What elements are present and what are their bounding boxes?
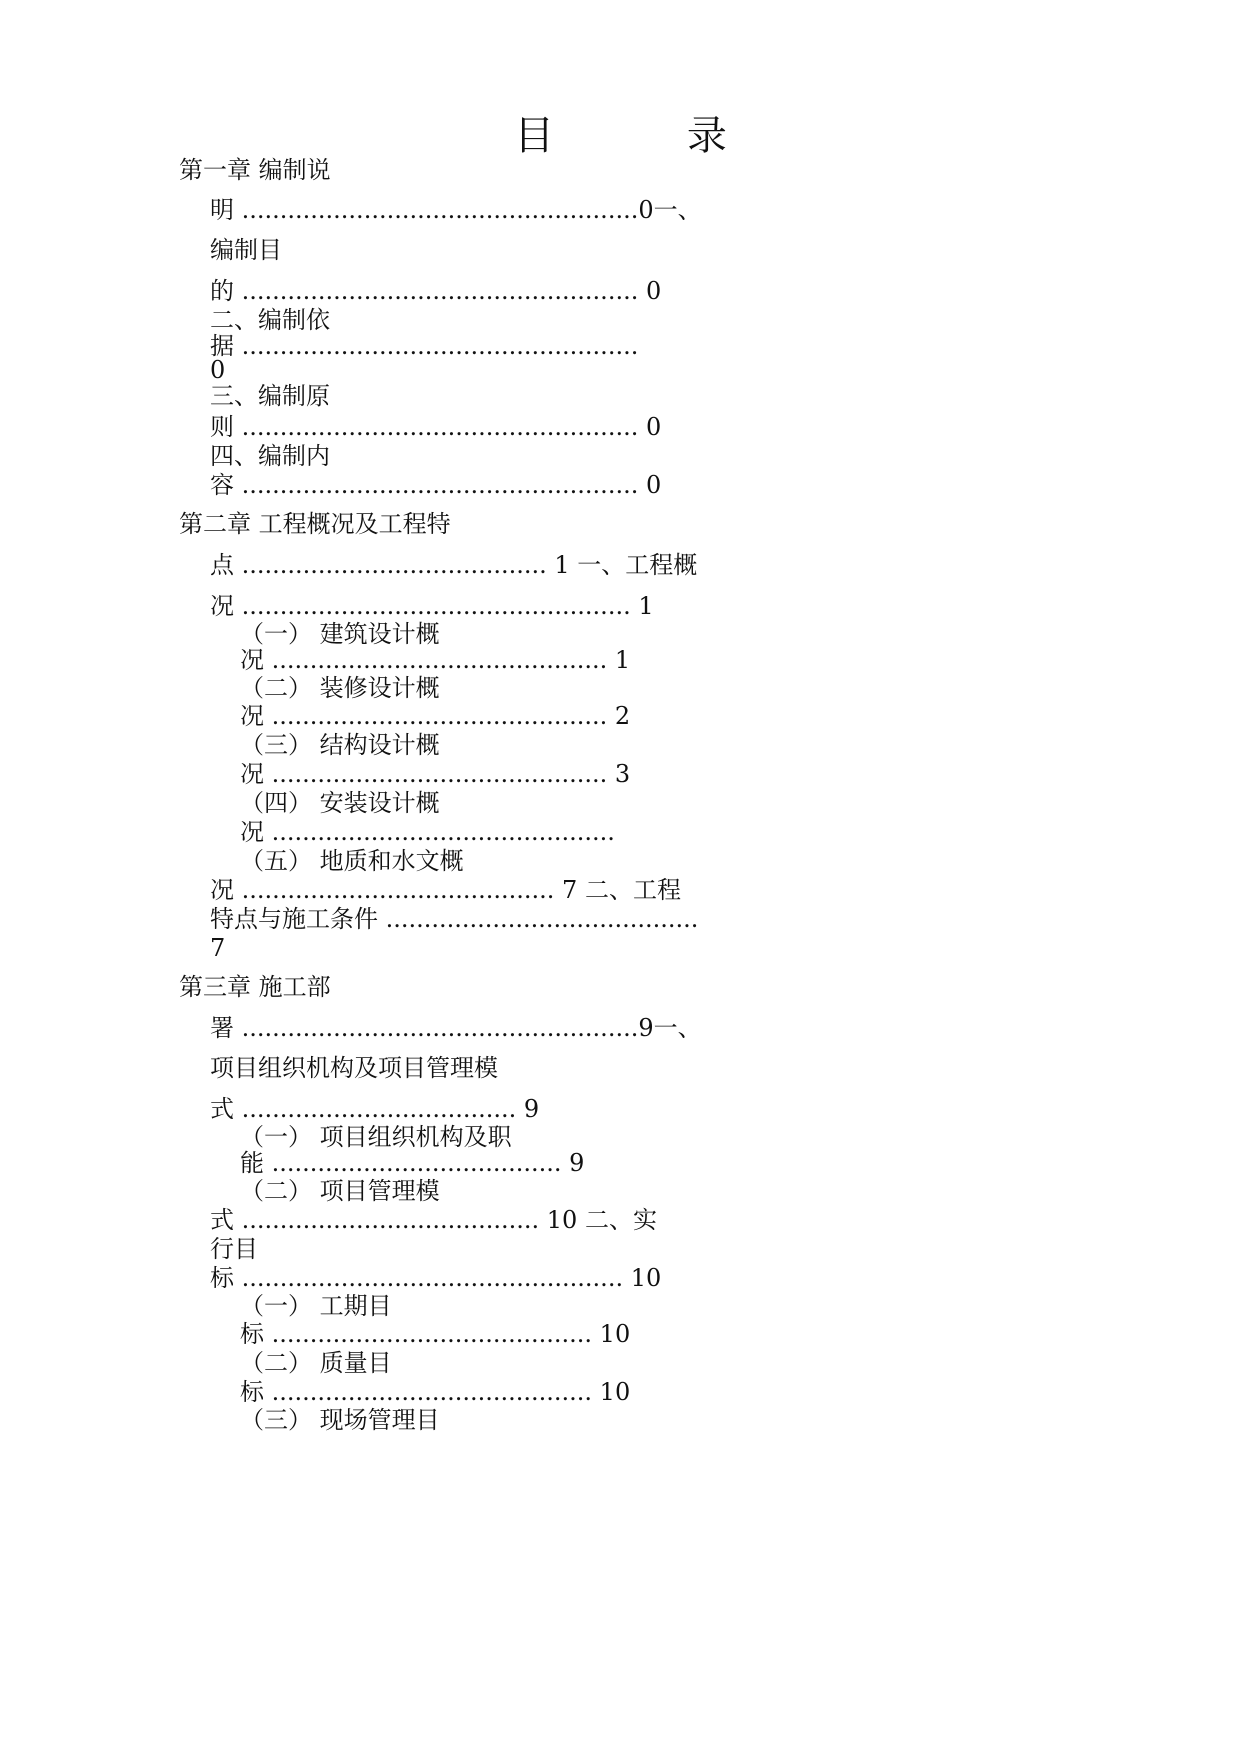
toc-line: 第三章 施工部 — [179, 973, 331, 1001]
toc-line: 容 .................................................... 0 — [210, 471, 662, 499]
toc-line: （三） 结构设计概 — [240, 731, 440, 759]
toc-line: （一） 项目组织机构及职 — [240, 1123, 512, 1151]
toc-line: 式 .................................... 9 — [210, 1095, 540, 1123]
toc-line: 据 .................................................... — [210, 332, 639, 360]
toc-line: 能 ...................................... 9 — [240, 1149, 585, 1177]
page-title: 目 录 — [514, 113, 787, 159]
toc-line: （一） 工期目 — [240, 1292, 392, 1320]
toc-line: 式 ....................................... 10 二、实 — [210, 1206, 657, 1234]
toc-line: 第一章 编制说 — [179, 156, 331, 184]
toc-line: （二） 项目管理模 — [240, 1177, 440, 1205]
toc-line: 明 ....................................................0一、 — [210, 196, 702, 224]
toc-line: （一） 建筑设计概 — [240, 620, 440, 648]
toc-line: 点 ........................................ 1 一、工程概 — [210, 551, 698, 579]
toc-line: 二、编制依 — [210, 306, 330, 334]
toc-line: （四） 安装设计概 — [240, 789, 440, 817]
toc-line: 0 — [210, 356, 226, 384]
toc-line: 特点与施工条件 ......................................... — [210, 905, 699, 933]
toc-line: 署 ....................................................9一、 — [210, 1014, 702, 1042]
toc-line: 况 ............................................ 2 — [240, 702, 631, 730]
toc-line: 行目 — [210, 1235, 258, 1263]
toc-line: 四、编制内 — [210, 442, 330, 470]
toc-line: 标 .................................................. 10 — [210, 1264, 662, 1292]
toc-line: 标 .......................................... 10 — [240, 1378, 631, 1406]
toc-line: （二） 装修设计概 — [240, 674, 440, 702]
toc-line: 三、编制原 — [210, 382, 330, 410]
toc-line: 项目组织机构及项目管理模 — [210, 1054, 498, 1082]
toc-line: （三） 现场管理目 — [240, 1406, 440, 1434]
toc-line: 况 ............................................ 3 — [240, 760, 631, 788]
toc-line: 况 ......................................... 7 二、工程 — [210, 876, 681, 904]
toc-line: 况 ............................................. — [240, 818, 615, 846]
toc-line: （五） 地质和水文概 — [240, 847, 464, 875]
toc-line: 第二章 工程概况及工程特 — [179, 510, 451, 538]
toc-line: 的 .................................................... 0 — [210, 277, 662, 305]
toc-line: 编制目 — [210, 236, 282, 264]
toc-line: 则 .................................................... 0 — [210, 413, 662, 441]
toc-line: 7 — [210, 934, 226, 962]
toc-line: 况 ............................................ 1 — [240, 646, 631, 674]
toc-line: 标 .......................................... 10 — [240, 1320, 631, 1348]
toc-line: 况 ................................................... 1 — [210, 592, 654, 620]
toc-line: （二） 质量目 — [240, 1349, 392, 1377]
